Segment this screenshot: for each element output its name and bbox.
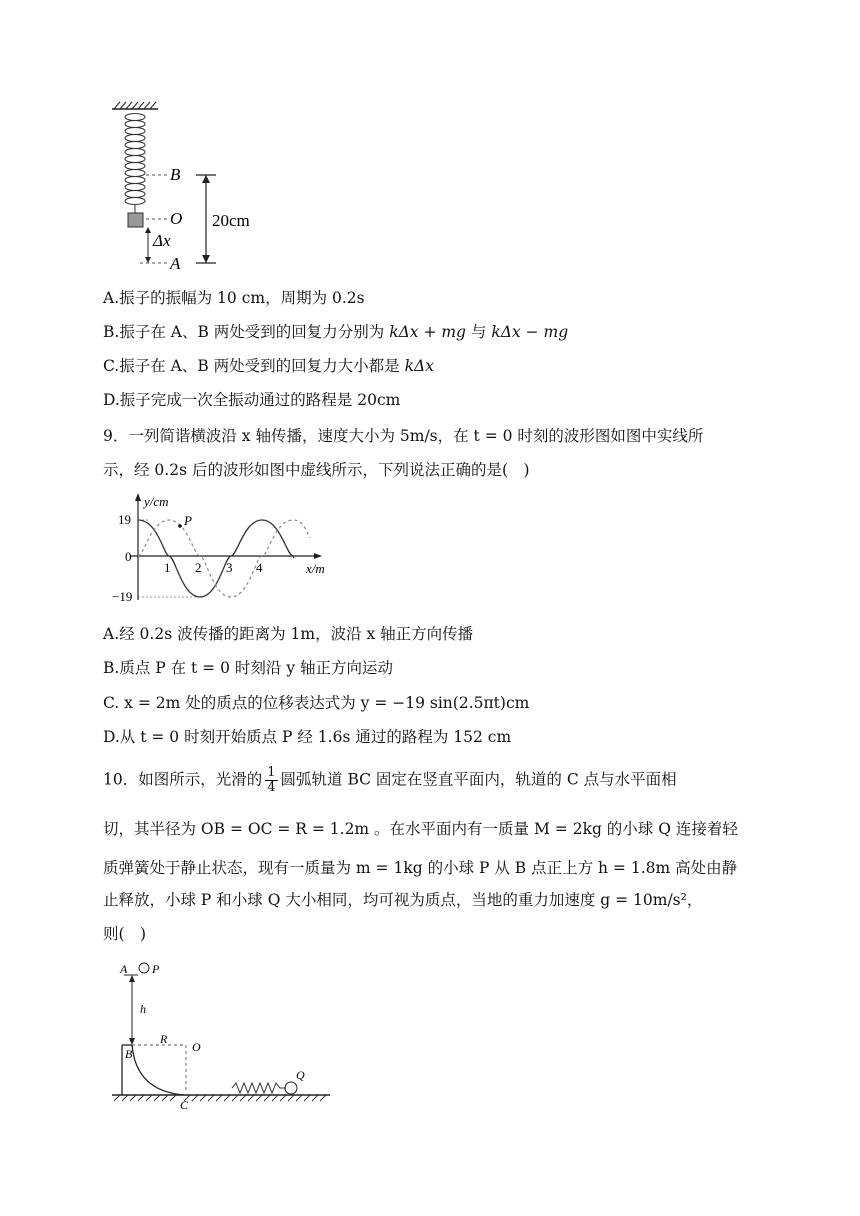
x-tick-3: 3 (226, 560, 233, 575)
oscillator-block (128, 213, 143, 227)
spring-oscillator-figure (100, 95, 380, 275)
q9-option-c: C. x = 2m 处的质点的位移表达式为 y = −19 sin(2.5πt)cm (103, 694, 530, 712)
q8-option-b-text: B.振子在 A、B 两处受到的回复力分别为 (103, 323, 390, 341)
q9-option-a: A.经 0.2s 波传播的距离为 1m，波沿 x 轴正方向传播 (103, 625, 474, 643)
point-P (178, 524, 182, 528)
q10-stem-line5: 则( ) (103, 925, 147, 943)
y-axis-label: y/cm (144, 494, 169, 509)
q8-option-b-expr2: kΔx − mg (491, 323, 569, 341)
q9-stem-line2: 示，经 0.2s 后的波形如图中虚线所示，下列说法正确的是( ) (103, 461, 530, 479)
x-tick-4: 4 (256, 560, 263, 575)
fraction-quarter (265, 766, 277, 795)
track-label-O: O (192, 1040, 201, 1054)
q8-option-b (103, 321, 568, 343)
ball-P (139, 963, 149, 973)
ball-Q (285, 1082, 297, 1094)
fraction-numerator: 1 (267, 765, 276, 780)
wave-dashed (138, 520, 310, 597)
q8-option-d: D.振子完成一次全振动通过的路程是 20cm (103, 391, 401, 409)
x-axis-label: x/m (306, 561, 325, 576)
q8-option-c-text: C.振子在 A、B 两处受到的回复力大小都是 (103, 357, 405, 375)
q10-stem-line3: 质弹簧处于静止状态，现有一质量为 m = 1kg 的小球 P 从 B 点正上方 h = 1.8m 高处由静 (103, 859, 738, 877)
x-tick-1: 1 (164, 560, 171, 575)
track-label-B: B (125, 1047, 133, 1061)
track-label-h: h (140, 1002, 146, 1016)
q8-option-b-expr1: kΔx + mg (389, 323, 466, 341)
point-P-label: P (184, 513, 192, 528)
label-length: 20cm (212, 211, 250, 230)
q10-stem-line4: 止释放，小球 P 和小球 Q 大小相同，均可视为质点，当地的重力加速度 g = 10m/s²， (103, 891, 703, 909)
q9-option-d: D.从 t = 0 时刻开始质点 P 经 1.6s 通过的路程为 152 cm (103, 728, 512, 746)
q10-stem-line1 (103, 766, 677, 795)
y-tick-0: 0 (125, 549, 132, 564)
q8-option-a: A.振子的振幅为 10 cm，周期为 0.2s (103, 289, 365, 307)
q10-stem-prefix: 10．如图所示，光滑的 (103, 770, 263, 789)
track-label-C: C (180, 1098, 189, 1112)
track-label-R: R (160, 1032, 168, 1046)
track-label-A: A (120, 962, 128, 976)
y-tick-19: 19 (118, 512, 131, 527)
fraction-denominator: 4 (267, 780, 276, 795)
q8-option-c (103, 355, 434, 377)
x-tick-2: 2 (195, 560, 202, 575)
track-label-P: P (152, 962, 160, 976)
track-label-Q: Q (296, 1068, 305, 1082)
q8-option-c-expr: kΔx (404, 357, 434, 375)
track-spring (232, 1083, 286, 1093)
wave-figure (100, 490, 350, 610)
q9-stem-line1: 9．一列简谐横波沿 x 轴传播，速度大小为 5m/s，在 t = 0 时刻的波形图如图中实线所 (103, 427, 704, 445)
label-dx: Δx (153, 231, 171, 250)
track-figure (108, 955, 348, 1115)
y-tick-neg19: −19 (112, 589, 133, 604)
q8-option-b-and: 与 (465, 323, 492, 341)
label-B: B (170, 165, 181, 184)
q9-option-b: B.质点 P 在 t = 0 时刻沿 y 轴正方向运动 (103, 659, 393, 677)
q10-stem-line2: 切，其半径为 OB = OC = R = 1.2m 。在水平面内有一质量 M = 2kg 的小球 Q 连接着轻 (103, 820, 738, 838)
label-A: A (170, 254, 181, 273)
q10-stem-suffix: 圆弧轨道 BC 固定在竖直平面内，轨道的 C 点与水平面相 (280, 770, 677, 789)
label-O: O (170, 209, 183, 228)
